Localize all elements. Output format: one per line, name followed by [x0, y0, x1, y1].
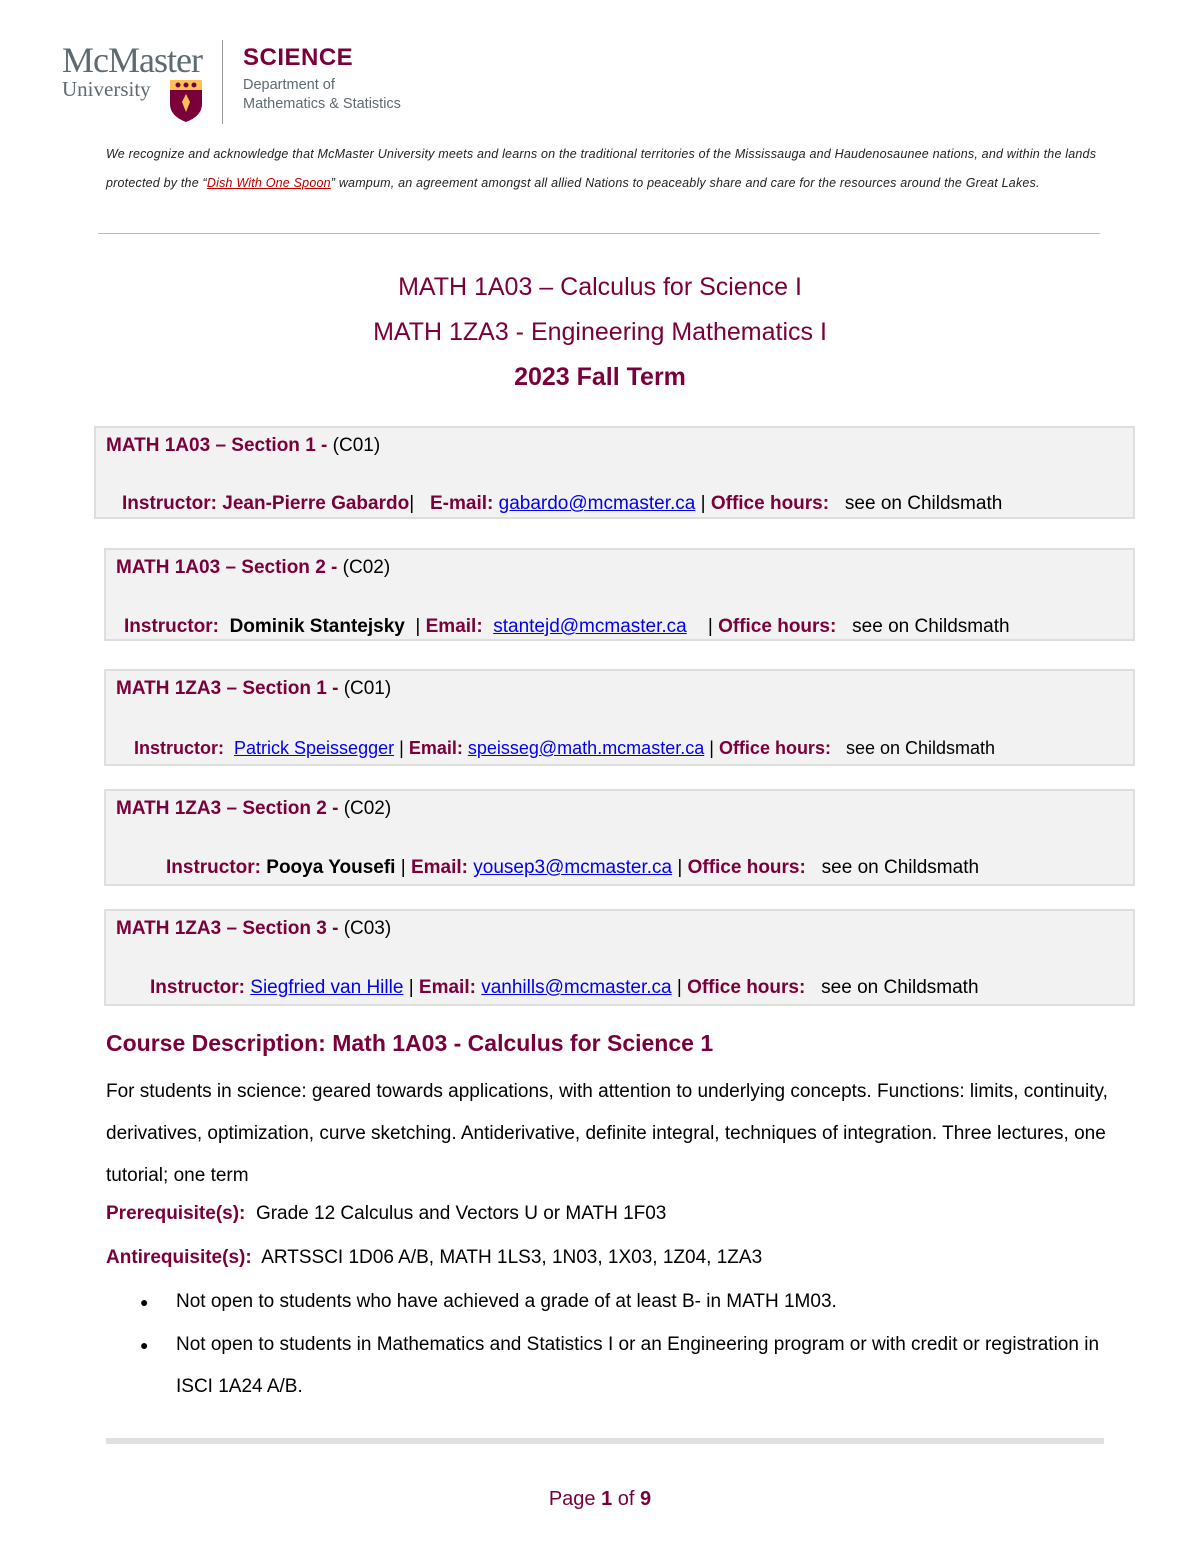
mcmaster-science-logo — [62, 40, 422, 126]
instructor-line: Instructor: Pooya Yousefi | Email: yousep3@mcmaster.ca | Office hours: see on Childsmath — [166, 857, 980, 878]
course-title-1za3: MATH 1ZA3 - Engineering Mathematics I — [373, 318, 827, 346]
antirequisites: Antirequisite(s): ARTSSCI 1D06 A/B, MATH 1LS3, 1N03, 1X03, 1Z04, 1ZA3 — [106, 1247, 763, 1268]
list-item: ● Not open to students in Mathematics and Statistics I or an Engineering program or with credit or registration in ISCI 1A24 A/B. — [140, 1324, 1120, 1408]
footer-divider — [106, 1438, 1104, 1444]
instructor-email-link[interactable]: vanhills@mcmaster.ca — [481, 977, 672, 998]
section-box — [104, 909, 1135, 1006]
section-box — [104, 669, 1135, 766]
term-title: 2023 Fall Term — [514, 363, 686, 391]
section-heading: MATH 1ZA3 – Section 3 - (C03) — [116, 918, 392, 939]
logo-divider — [222, 40, 223, 124]
instructor-line: Instructor: Dominik Stantejsky | Email: stantejd@mcmaster.ca | Office hours: see on Childsmath — [124, 616, 1010, 637]
page-number: Page 1 of 9 — [548, 1488, 652, 1510]
crest-icon — [168, 80, 204, 122]
bullet-icon: ● — [140, 1294, 149, 1310]
logo-mcmaster: McMaster — [62, 40, 202, 80]
logo-department: Department of Mathematics & Statistics — [243, 77, 401, 112]
section-heading: MATH 1ZA3 – Section 2 - (C02) — [116, 798, 392, 819]
instructor-line: Instructor: Siegfried van Hille | Email: vanhills@mcmaster.ca | Office hours: see on Childsmath — [150, 977, 979, 998]
divider — [98, 233, 1100, 234]
instructor-line: Instructor: Jean-Pierre Gabardo| E-mail: gabardo@mcmaster.ca | Office hours: see on Childsmath — [122, 493, 1003, 514]
instructor-name-link[interactable]: Siegfried van Hille — [250, 977, 404, 998]
logo-faculty: SCIENCE — [243, 44, 354, 71]
list-item: ● Not open to students who have achieved a grade of at least B- in MATH 1M03. — [140, 1281, 1120, 1323]
section-box — [104, 789, 1135, 886]
instructor-name-link[interactable]: Patrick Speissegger — [234, 738, 395, 758]
course-title-1a03: MATH 1A03 – Calculus for Science I — [398, 273, 802, 301]
instructor-email-link[interactable]: gabardo@mcmaster.ca — [498, 493, 696, 514]
section-box — [104, 548, 1135, 641]
instructor-line: Instructor: Patrick Speissegger | Email: speisseg@math.mcmaster.ca | Office hours: see on Childsmath — [134, 738, 996, 758]
land-acknowledgement: We recognize and acknowledge that McMaster University meets and learns on the traditional territories of the Mississauga and Haudenosaunee nations, and within the lands protected by the “Dish With One Spoon” wampum, an agreement amongst all allied Nations to peaceably share and care for the resources around the Great Lakes. — [106, 147, 1097, 190]
section-heading: MATH 1A03 – Section 2 - (C02) — [116, 557, 391, 578]
section-heading: MATH 1A03 – Section 1 - (C01) — [106, 435, 381, 456]
instructor-name: Dominik Stantejsky — [229, 616, 405, 637]
instructor-name: Pooya Yousefi — [266, 857, 396, 878]
bullet-icon: ● — [140, 1337, 149, 1353]
instructor-email-link[interactable]: speisseg@math.mcmaster.ca — [467, 738, 705, 758]
dish-with-one-spoon-link[interactable]: Dish With One Spoon — [206, 176, 331, 190]
section-heading: MATH 1ZA3 – Section 1 - (C01) — [116, 678, 392, 699]
prerequisites: Prerequisite(s): Grade 12 Calculus and Vectors U or MATH 1F03 — [106, 1203, 667, 1224]
instructor-email-link[interactable]: stantejd@mcmaster.ca — [493, 616, 687, 637]
course-description-text: For students in science: geared towards applications, with attention to underlying concepts. Functions: limits, continuity, derivatives, optimization, curve sketching. Antiderivative, definite integral, techniques of integration. Three lectures, one tutorial; one term — [106, 1081, 1108, 1186]
instructor-name: Jean-Pierre Gabardo — [222, 493, 410, 514]
logo-university: University — [62, 77, 151, 101]
instructor-email-link[interactable]: yousep3@mcmaster.ca — [473, 857, 673, 878]
course-description-heading: Course Description: Math 1A03 - Calculus for Science 1 — [106, 1030, 714, 1056]
section-box — [94, 426, 1135, 519]
